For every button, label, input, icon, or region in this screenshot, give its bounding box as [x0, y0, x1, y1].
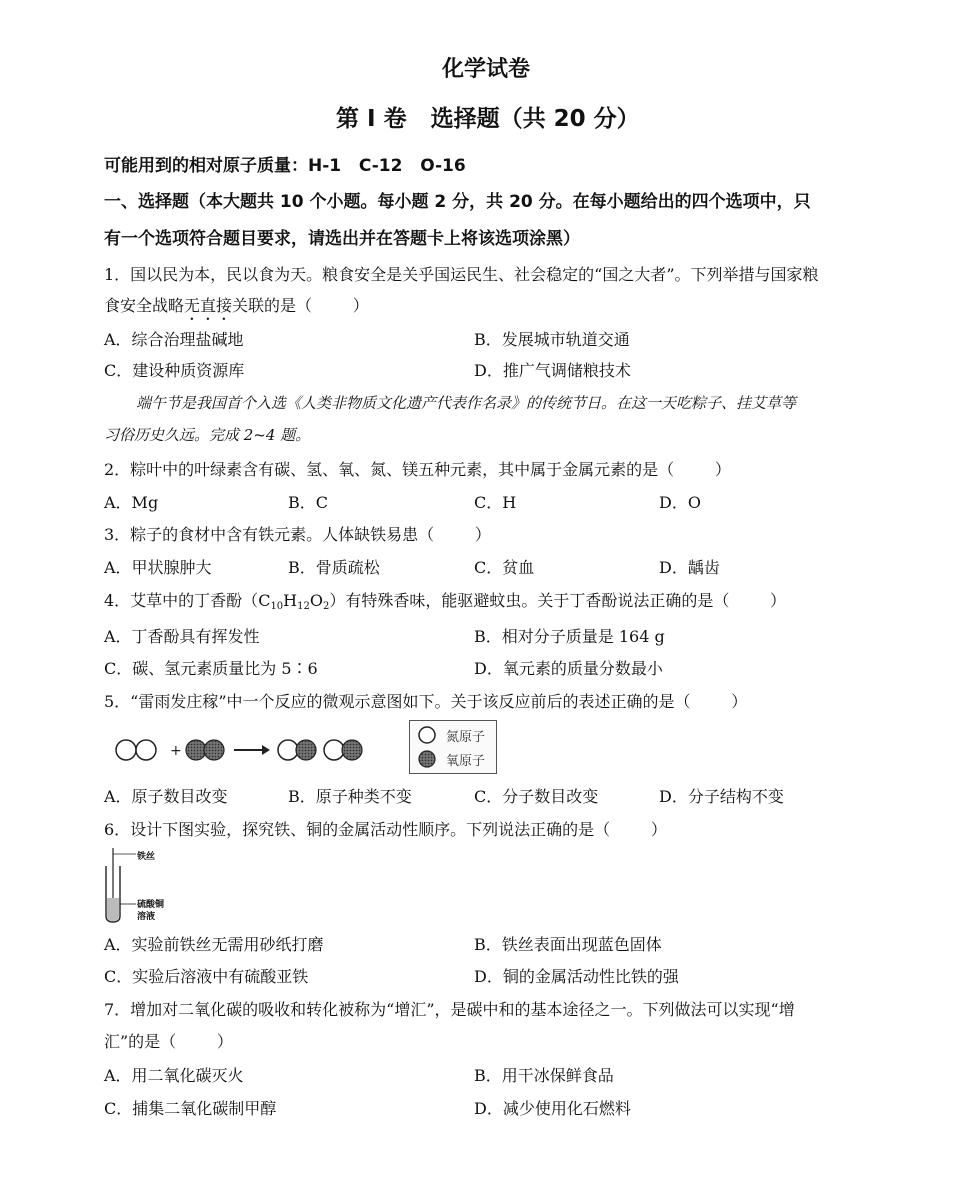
no-molecule-2: [324, 740, 362, 760]
q1-stem-line2: 食安全战略无直接关联的是（ ）: [104, 296, 369, 315]
q4-option-c[interactable]: C．碳、氢元素质量比为 5∶6: [104, 659, 318, 678]
section-instruction-line2: 有一个选项符合题目要求，请选出并在答题卡上将该选项涂黑）: [104, 229, 580, 249]
label-iron-wire: 铁丝: [137, 852, 156, 862]
q7-option-c[interactable]: C．捕集二氧化碳制甲醇: [104, 1099, 277, 1118]
q7-option-a[interactable]: A．用二氧化碳灭火: [104, 1066, 244, 1085]
q7-option-d[interactable]: D．减少使用化石燃料: [474, 1099, 631, 1118]
q5-stem: 5．“雷雨发庄稼”中一个反应的微观示意图如下。关于该反应前后的表述正确的是（ ）: [104, 692, 748, 711]
q3-option-a[interactable]: A．甲状腺肿大: [104, 558, 212, 577]
label-copper-sulfate: 硫酸铜: [137, 900, 165, 910]
q1-emphasis: 无直接: [184, 296, 233, 315]
legend-oxygen-label: 氧原子: [446, 754, 486, 769]
q1-option-b[interactable]: B．发展城市轨道交通: [474, 330, 630, 349]
q3-option-d[interactable]: D．龋齿: [659, 558, 720, 577]
q7-stem-line2: 汇”的是（ ）: [104, 1032, 233, 1051]
q6-option-a[interactable]: A．实验前铁丝无需用砂纸打磨: [104, 935, 324, 954]
q4-option-d[interactable]: D．氧元素的质量分数最小: [474, 659, 663, 678]
q3-option-c[interactable]: C．贫血: [474, 558, 535, 577]
passage-line2: 习俗历史久远。完成 2~4 题。: [104, 426, 311, 444]
q7-option-b[interactable]: B．用干冰保鲜食品: [474, 1066, 614, 1085]
section-instruction-line1: 一、选择题（本大题共 10 个小题。每小题 2 分，共 20 分。在每小题给出的四个选项中，只: [104, 192, 811, 212]
q3-option-b[interactable]: B．骨质疏松: [288, 558, 380, 577]
q1-option-d[interactable]: D．推广气调储粮技术: [474, 361, 631, 380]
q1-stem-line1: 1．国以民为本，民以食为天。粮食安全是关乎国运民生、社会稳定的“国之大者”。下列举措与国家粮: [104, 265, 819, 284]
reaction-diagram: [112, 734, 372, 766]
atom-legend: [409, 720, 497, 774]
q6-option-c[interactable]: C．实验后溶液中有硫酸亚铁: [104, 967, 309, 986]
q2-option-d[interactable]: D．O: [659, 493, 701, 512]
q4-option-a[interactable]: A．丁香酚具有挥发性: [104, 627, 260, 646]
q5-option-d[interactable]: D．分子结构不变: [659, 787, 784, 806]
q1-option-c[interactable]: C．建设种质资源库: [104, 361, 245, 380]
legend-nitrogen-label: 氮原子: [446, 730, 486, 745]
q4-stem: 4．艾草中的丁香酚（C10H12O2）有特殊香味，能驱避蚊虫。关于丁香酚说法正确的是（ ）: [104, 591, 787, 612]
copper-sulfate-solution: [107, 898, 119, 921]
q3-stem: 3．粽子的食材中含有铁元素。人体缺铁易患（ ）: [104, 525, 491, 544]
section-subtitle: 第 I 卷 选择题（共 20 分）: [336, 106, 640, 132]
passage-line1: 端午节是我国首个入选《人类非物质文化遗产代表作名录》的传统节日。在这一天吃粽子、挂艾草等: [136, 394, 797, 412]
nitrogen-molecule: [116, 740, 156, 760]
nitrogen-atom-icon: [418, 726, 436, 744]
q5-option-c[interactable]: C．分子数目改变: [474, 787, 599, 806]
label-solution: 溶液: [137, 912, 156, 922]
atomic-mass-note: 可能用到的相对原子质量：H-1 C-12 O-16: [104, 156, 466, 176]
q7-stem-line1: 7．增加对二氧化碳的吸收和转化被称为“增汇”，是碳中和的基本途径之一。下列做法可以实现“增: [104, 1000, 795, 1019]
q5-option-b[interactable]: B．原子种类不变: [288, 787, 412, 806]
q2-option-a[interactable]: A．Mg: [104, 493, 159, 512]
oxygen-atom-icon: [418, 750, 436, 768]
q4-option-b[interactable]: B．相对分子质量是 164 g: [474, 627, 665, 646]
q2-option-b[interactable]: B．C: [288, 493, 329, 512]
q1-option-a[interactable]: A．综合治理盐碱地: [104, 330, 244, 349]
no-molecule-1: [278, 740, 316, 760]
q6-stem: 6．设计下图实验，探究铁、铜的金属活动性顺序。下列说法正确的是（ ）: [104, 820, 667, 839]
oxygen-molecule: [186, 740, 224, 760]
page-title: 化学试卷: [442, 57, 531, 82]
plus-sign: +: [170, 743, 182, 759]
q4-formula: C10H12O2: [258, 591, 330, 612]
q2-option-c[interactable]: C．H: [474, 493, 517, 512]
reaction-arrow: [234, 745, 270, 755]
q2-stem: 2．粽叶中的叶绿素含有碳、氢、氧、氮、镁五种元素，其中属于金属元素的是（ ）: [104, 460, 731, 479]
q6-option-d[interactable]: D．铜的金属活动性比铁的强: [474, 967, 679, 986]
q6-option-b[interactable]: B．铁丝表面出现蓝色固体: [474, 935, 662, 954]
q5-option-a[interactable]: A．原子数目改变: [104, 787, 228, 806]
